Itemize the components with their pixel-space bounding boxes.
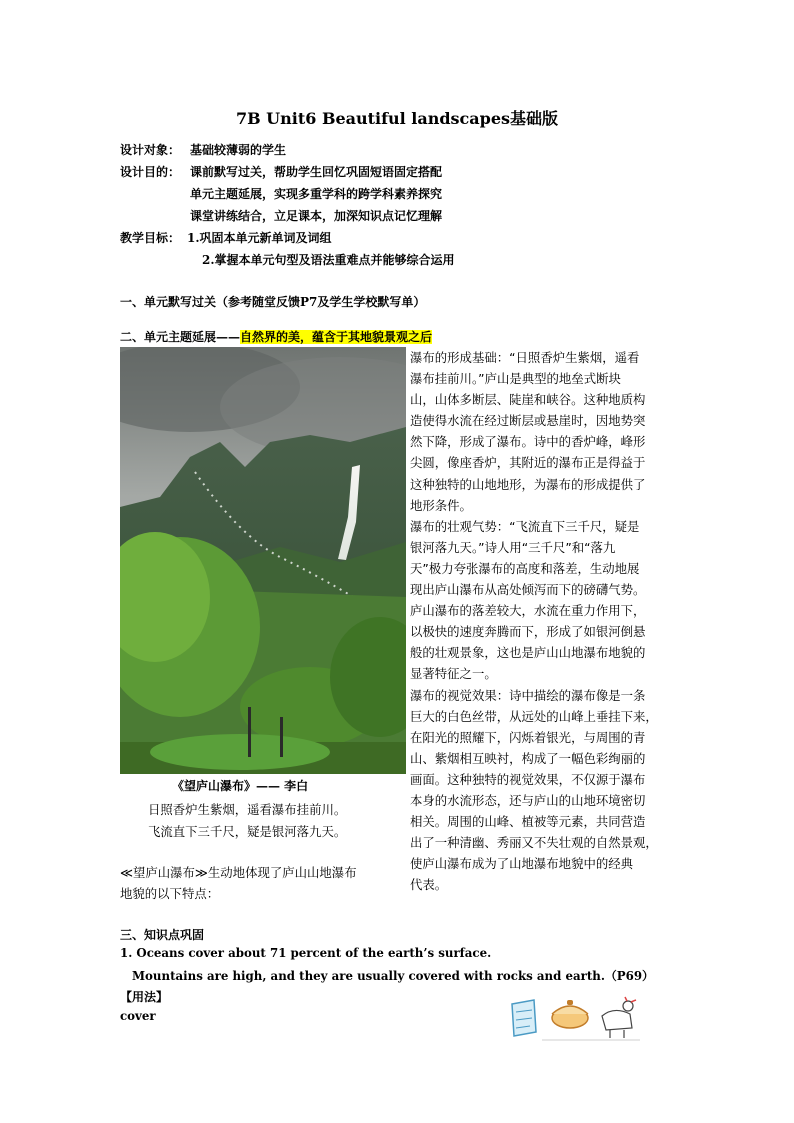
section-theme — [120, 328, 432, 345]
poem-note-line-2: 地貌的以下特点： — [120, 886, 220, 901]
meta-goal-1: 1.巩固本单元新单词及词组 — [187, 231, 332, 245]
right-column-line: 庐山瀑布的落差较大，水流在重力作用下， — [410, 603, 646, 619]
right-column-line: 然下降，形成了瀑布。诗中的香炉峰，峰形 — [410, 434, 646, 450]
right-column-line: 瀑布挂前川。”庐山是典型的地垒式断块 — [410, 371, 621, 387]
right-column-line: 山、紫烟相互映衬，构成了一幅色彩绚丽的 — [410, 750, 646, 766]
poem-line-1: 日照香炉生紫烟，遥看瀑布挂前川。 — [148, 802, 347, 817]
right-column-line: 银河落九天。”诗人用“三千尺”和“落九 — [410, 539, 616, 555]
document-title: 7B Unit6 Beautiful landscapes基础版 — [235, 109, 559, 128]
right-column-line: 山，山体多断层、陡崖和峡谷。这种地质构 — [410, 392, 646, 408]
section-theme-highlight: 自然界的美，蕴含于其地貌景观之后 — [240, 330, 433, 344]
meta-goal-2: 2.掌握本单元句型及语法重难点并能够综合运用 — [202, 253, 455, 267]
right-column-line: 造使得水流在经过断层或悬崖时，因地势突 — [410, 413, 646, 429]
right-column-line: 以极快的速度奔腾而下，形成了如银河倒悬 — [410, 624, 646, 640]
section-knowledge: 三、知识点巩固 — [120, 928, 205, 942]
right-column-line: 本身的水流形态，还与庐山的山地环境密切 — [410, 792, 646, 808]
meta-label-purpose: 设计目的： — [120, 165, 181, 179]
right-column-line: 现出庐山瀑布从高处倾泻而下的磅礴气势。 — [410, 582, 646, 598]
poem-note-line-1: ≪望庐山瀑布≫生动地体现了庐山山地瀑布 — [120, 865, 357, 880]
right-column-line: 相关。周围的山峰、植被等元素，共同营造 — [410, 814, 646, 830]
section-dictation: 一、单元默写过关（参考随堂反馈P7及学生学校默写单） — [120, 295, 426, 309]
knowledge-item-1: 1. Oceans cover about 71 percent of the earth’s surface. — [120, 946, 492, 960]
meta-purpose-3: 课堂讲练结合，立足课本，加深知识点记忆理解 — [190, 209, 443, 223]
cover-word: cover — [120, 1009, 156, 1023]
right-column-line: 巨大的白色丝带，从远处的山峰上垂挂下来， — [410, 708, 658, 724]
meta-label-goal: 教学目标： — [120, 231, 181, 245]
right-column-line: 般的壮观景象，这也是庐山山地瀑布地貌的 — [410, 645, 646, 661]
right-column-line: 地形条件。 — [410, 497, 472, 513]
poem-line-2: 飞流直下三千尺，疑是银河落九天。 — [148, 824, 347, 839]
poem-title: 《望庐山瀑布》—— 李白 — [172, 779, 309, 793]
right-column-line: 显著特征之一。 — [410, 666, 497, 682]
right-column-text — [410, 347, 658, 895]
right-column-line: 天”极力夸张瀑布的高度和落差，生动地展 — [410, 560, 640, 576]
right-column-line: 在阳光的照耀下，闪烁着银光，与周围的青 — [410, 729, 646, 745]
right-column-line: 尖圆，像座香炉，其附近的瀑布正是得益于 — [410, 455, 646, 471]
meta-purpose-2: 单元主题延展，实现多重学科的跨学科素养探究 — [190, 187, 443, 201]
right-column-line: 瀑布的形成基础：“日照香炉生紫烟，遥看 — [410, 350, 640, 365]
right-column-line: 出了一种清幽、秀丽又不失壮观的自然景观， — [410, 835, 658, 851]
meta-label-target: 设计对象： — [120, 143, 181, 157]
cover-illustration — [506, 992, 646, 1044]
meta-target: 基础较薄弱的学生 — [190, 143, 287, 157]
right-column-line: 代表。 — [410, 877, 448, 893]
knowledge-item-1b: Mountains are high, and they are usually covered with rocks and earth.（P69） — [132, 969, 654, 983]
right-column-line: 画面。这种独特的视觉效果，不仅源于瀑布 — [410, 771, 646, 787]
usage-heading: 【用法】 — [120, 990, 169, 1004]
right-column-line: 瀑布的视觉效果：诗中描绘的瀑布像是一条 — [410, 687, 646, 703]
meta-purpose-1: 课前默写过关，帮助学生回忆巩固短语固定搭配 — [190, 165, 443, 179]
right-column-line: 瀑布的壮观气势：“飞流直下三千尺，疑是 — [410, 518, 640, 534]
right-column-line: 这种独特的山地地形，为瀑布的形成提供了 — [410, 476, 646, 492]
section-theme-prefix: 二、单元主题延展—— — [120, 330, 241, 344]
right-column-line: 使庐山瀑布成为了山地瀑布地貌中的经典 — [410, 856, 634, 872]
lushan-waterfall-photo — [120, 347, 406, 774]
